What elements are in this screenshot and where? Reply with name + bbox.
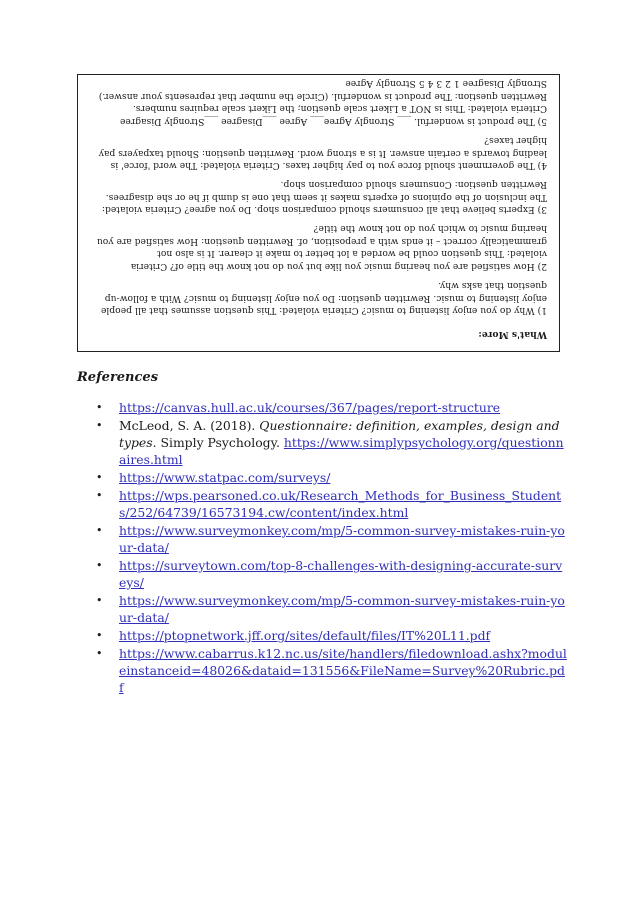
bullet-icon: • <box>96 559 103 572</box>
whats-more-title: What's More: <box>478 329 547 340</box>
reference-link[interactable]: https://www.surveymonkey.com/mp/5-common-survey-mistakes-ruin-your-data/ <box>119 523 565 555</box>
reference-citation-source: . Simply Psychology. <box>152 435 284 450</box>
reference-citation-text: McLeod, S. A. (2018). <box>119 418 260 433</box>
whats-more-item-text: 3) Experts believe that all consumers should comparison shop. Do you agree? Criteria violated: The inclusion of the opinions of experts makes it seem that one is dumb if he or she disagrees. Rewritten question: Consumers should comparison shop. <box>101 178 547 215</box>
whats-more-item-text: 1) Why do you enjoy listening to music? Criteria violated: This question assumes that all people enjoy listening to music. Rewritten question: Do you enjoy listening to music? With a follow-up question that asks why. <box>100 279 547 316</box>
reference-item <box>77 417 567 468</box>
bullet-icon: • <box>96 471 103 484</box>
bullet-icon: • <box>96 524 103 537</box>
bullet-icon: • <box>96 401 103 414</box>
whats-more-item <box>88 177 547 215</box>
reference-item <box>77 399 567 416</box>
reference-item <box>77 487 567 521</box>
whats-more-item <box>88 278 547 316</box>
bullet-icon: • <box>96 489 103 502</box>
reference-link[interactable]: https://wps.pearsoned.co.uk/Research_Methods_for_Business_Students/252/64739/16573194.cw/content/index.html <box>119 488 562 520</box>
whats-more-box <box>77 74 560 352</box>
reference-link[interactable]: https://www.cabarrus.k12.nc.us/site/handlers/filedownload.ashx?moduleinstanceid=48026&dataid=131556&FileName=Survey%20Rubric.pdf <box>119 646 567 695</box>
references-heading: References <box>77 370 159 385</box>
reference-link[interactable]: https://www.simplypsychology.org/questionnaires.html <box>119 435 564 467</box>
reference-link[interactable]: https://surveytown.com/top-8-challenges-with-designing-accurate-surveys/ <box>119 558 563 590</box>
bullet-icon: • <box>96 419 103 432</box>
reference-link[interactable]: https://ptopnetwork.jff.org/sites/default/files/IT%20L11.pdf <box>119 628 491 643</box>
whats-more-item-text: 2) How satisfied are you hearing music you like but you do not know the title of? Criteria violated: This question could be worded a lot better to make it clearer. It is also not grammatically correct – it ends with a preposition, of. Rewritten question: How satisfied are you hearing music to which you do not know the title? <box>96 223 547 272</box>
references-section <box>77 370 567 697</box>
references-list <box>77 399 567 696</box>
reference-link[interactable]: https://www.surveymonkey.com/mp/5-common-survey-mistakes-ruin-your-data/ <box>119 593 565 625</box>
reference-item <box>77 645 567 696</box>
whats-more-item-text: 4) The government should force you to pay higher taxes. Criteria violated: The word 'force' is leading towards a certain answer. It is a strong word. Rewritten question: Should taxpayers pay higher taxes? <box>98 134 547 171</box>
whats-more-item <box>88 133 547 171</box>
reference-item <box>77 627 567 644</box>
reference-item <box>77 592 567 626</box>
bullet-icon: • <box>96 594 103 607</box>
reference-citation-title: Questionnaire: definition, examples, design and types <box>119 418 560 450</box>
whats-more-item <box>88 221 547 272</box>
whats-more-item-text: 5) The product is wonderful. ___ Strongly Agree___ Agree ___Disagree ___Strongly Disagree Criteria violated: This is NOT a Likert scale question; the Likert scale requires numbers. Rewritten question: The product is wonderful. (Circle the number that represents your answer.) Strongly Disagree 1 2 3 4 5 Strongly Agree <box>98 78 547 127</box>
reference-link[interactable]: https://canvas.hull.ac.uk/courses/367/pages/report-structure <box>119 400 501 415</box>
reference-item <box>77 522 567 556</box>
bullet-icon: • <box>96 629 103 642</box>
whats-more-content-rotated <box>78 75 559 351</box>
reference-item <box>77 469 567 486</box>
reference-item <box>77 557 567 591</box>
reference-link[interactable]: https://www.statpac.com/surveys/ <box>119 470 331 485</box>
bullet-icon: • <box>96 647 103 660</box>
whats-more-item <box>88 76 547 127</box>
